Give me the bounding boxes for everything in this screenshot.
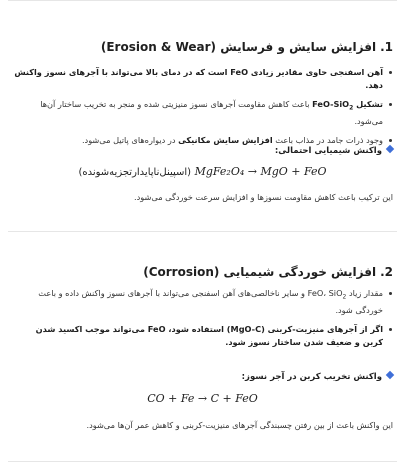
diamond-bullet-icon — [386, 371, 394, 379]
list-item: تشکیل FeO-SiO$_2$ باعث کاهش مقاومت آجرهای نسوز منیزیتی شده و منجر به تخریب ساختار آن‌ها می‌شود. — [14, 98, 393, 128]
chemical-equation — [8, 165, 397, 178]
chemical-equation — [8, 392, 397, 405]
list-item: اگر از آجرهای منیزیت-کربنی (MgO-C) استفاده شود، FeO می‌تواند موجب اکسید شدن کربن و ضعیف شدن ساختار نسوز شود. — [14, 323, 393, 349]
section-heading — [12, 40, 393, 54]
section-corrosion — [8, 232, 397, 462]
list-item: آهن اسفنجی حاوی مقادیر زیادی FeO است که در دمای بالا می‌تواند با آجرهای نسوز واکنش دهد. — [14, 66, 393, 92]
bullet-list — [14, 66, 393, 153]
equation-note: (اسپینل‌ناپایدارتجزیه‌شونده) — [78, 167, 192, 178]
explanation-note: این واکنش باعث از بین رفتن چسبندگی آجرهای منیزیت-کربنی و کاهش عمر آن‌ها می‌شود. — [86, 420, 393, 430]
section-title: افزایش خوردگی شیمیایی (Corrosion) — [143, 265, 377, 279]
section-number: 2. — [380, 265, 393, 279]
section-heading — [12, 265, 393, 279]
section-title: افزایش سایش و فرسایش (Erosion & Wear) — [100, 40, 377, 54]
bullet-list — [14, 287, 393, 355]
equation-formula: CO + Fe → C + FeO — [147, 392, 258, 405]
reaction-heading: واکنش تخریب کربن در آجر نسوز: — [12, 372, 393, 382]
list-item: مقدار زیاد FeO، SiO$_2$ و سایر ناخالصی‌های آهن اسفنجی می‌تواند با آجرهای نسوز واکنش داده و باعث خوردگی شود. — [14, 287, 393, 317]
explanation-note: این ترکیب باعث کاهش مقاومت نسوزها و افزایش سرعت خوردگی می‌شود. — [134, 192, 393, 202]
equation-formula: MgFe₂O₄ → MgO + FeO — [194, 165, 327, 178]
reaction-heading: واکنش شیمیایی احتمالی: — [12, 146, 393, 156]
section-erosion-wear — [8, 0, 397, 230]
diamond-bullet-icon — [386, 145, 394, 153]
section-number: 1. — [380, 40, 393, 54]
list-item: وجود ذرات جامد در مذاب باعث افزایش سایش مکانیکی در دیواره‌های پاتیل می‌شود. — [14, 134, 393, 147]
